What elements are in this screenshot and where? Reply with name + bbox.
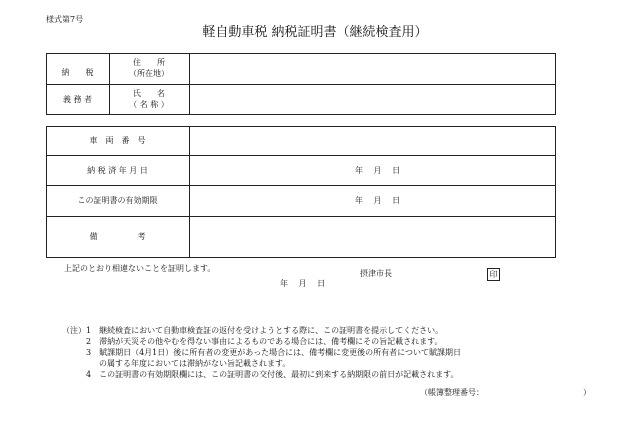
- tax-paid-date-label: 納 税 済 年 月 日: [87, 166, 148, 175]
- taxpayer-label-line2: 義 務 者: [62, 95, 93, 104]
- note-item: 1 継続検査において自動車検査証の返付を受けようとする際に、この証明書を提示してください。: [86, 326, 444, 335]
- issuer-name: 摂津市長: [360, 269, 392, 278]
- vehicle-number-label: 車 両 番 号: [89, 136, 146, 145]
- note-item: 3 賦課期日（4月1日）後に所有者の変更があった場合には、備考欄に変更後の所有者について賦課期日: [86, 348, 462, 357]
- page-title: 軽自動車税 納税証明書（継続検査用）: [202, 25, 428, 40]
- ledger-number-close: ）: [583, 388, 591, 397]
- valid-period-label: この証明書の有効期限: [77, 196, 158, 205]
- address-sub-label: （所在地）: [129, 69, 169, 78]
- divider: [46, 185, 556, 186]
- divider: [46, 155, 556, 156]
- notes-heading: （注）: [62, 326, 86, 335]
- valid-period-field[interactable]: 年 月 日: [355, 196, 401, 205]
- form-number: 様式第7号: [46, 15, 84, 24]
- certification-date: 年 月 日: [280, 279, 326, 288]
- remarks-label: 備 考: [89, 232, 146, 241]
- address-label: 住 所: [133, 58, 165, 67]
- certification-statement: 上記のとおり相違ないことを証明します。: [64, 264, 216, 273]
- note-item: 2 滞納が天災その他やむを得ない事由によるものである場合には、備考欄にその旨記載されます。: [86, 337, 443, 346]
- ledger-number-label: （帳簿整理番号：: [420, 388, 484, 397]
- tax-paid-date-field[interactable]: 年 月 日: [355, 166, 401, 175]
- taxpayer-label-line1: 納 税: [61, 68, 94, 77]
- note-item: 4 この証明書の有効期限欄には、この証明書の交付後、最初に到来する納期限の前日が記載されます。: [86, 370, 459, 379]
- note-item: の属する年度においては滞納がない旨記載されます。: [99, 359, 291, 368]
- name-label: 氏 名: [133, 89, 165, 98]
- name-sub-label: （ 名 称 ）: [129, 100, 169, 109]
- divider: [46, 216, 556, 217]
- seal-mark: 印: [487, 268, 500, 281]
- divider: [46, 84, 556, 85]
- divider: [189, 126, 190, 258]
